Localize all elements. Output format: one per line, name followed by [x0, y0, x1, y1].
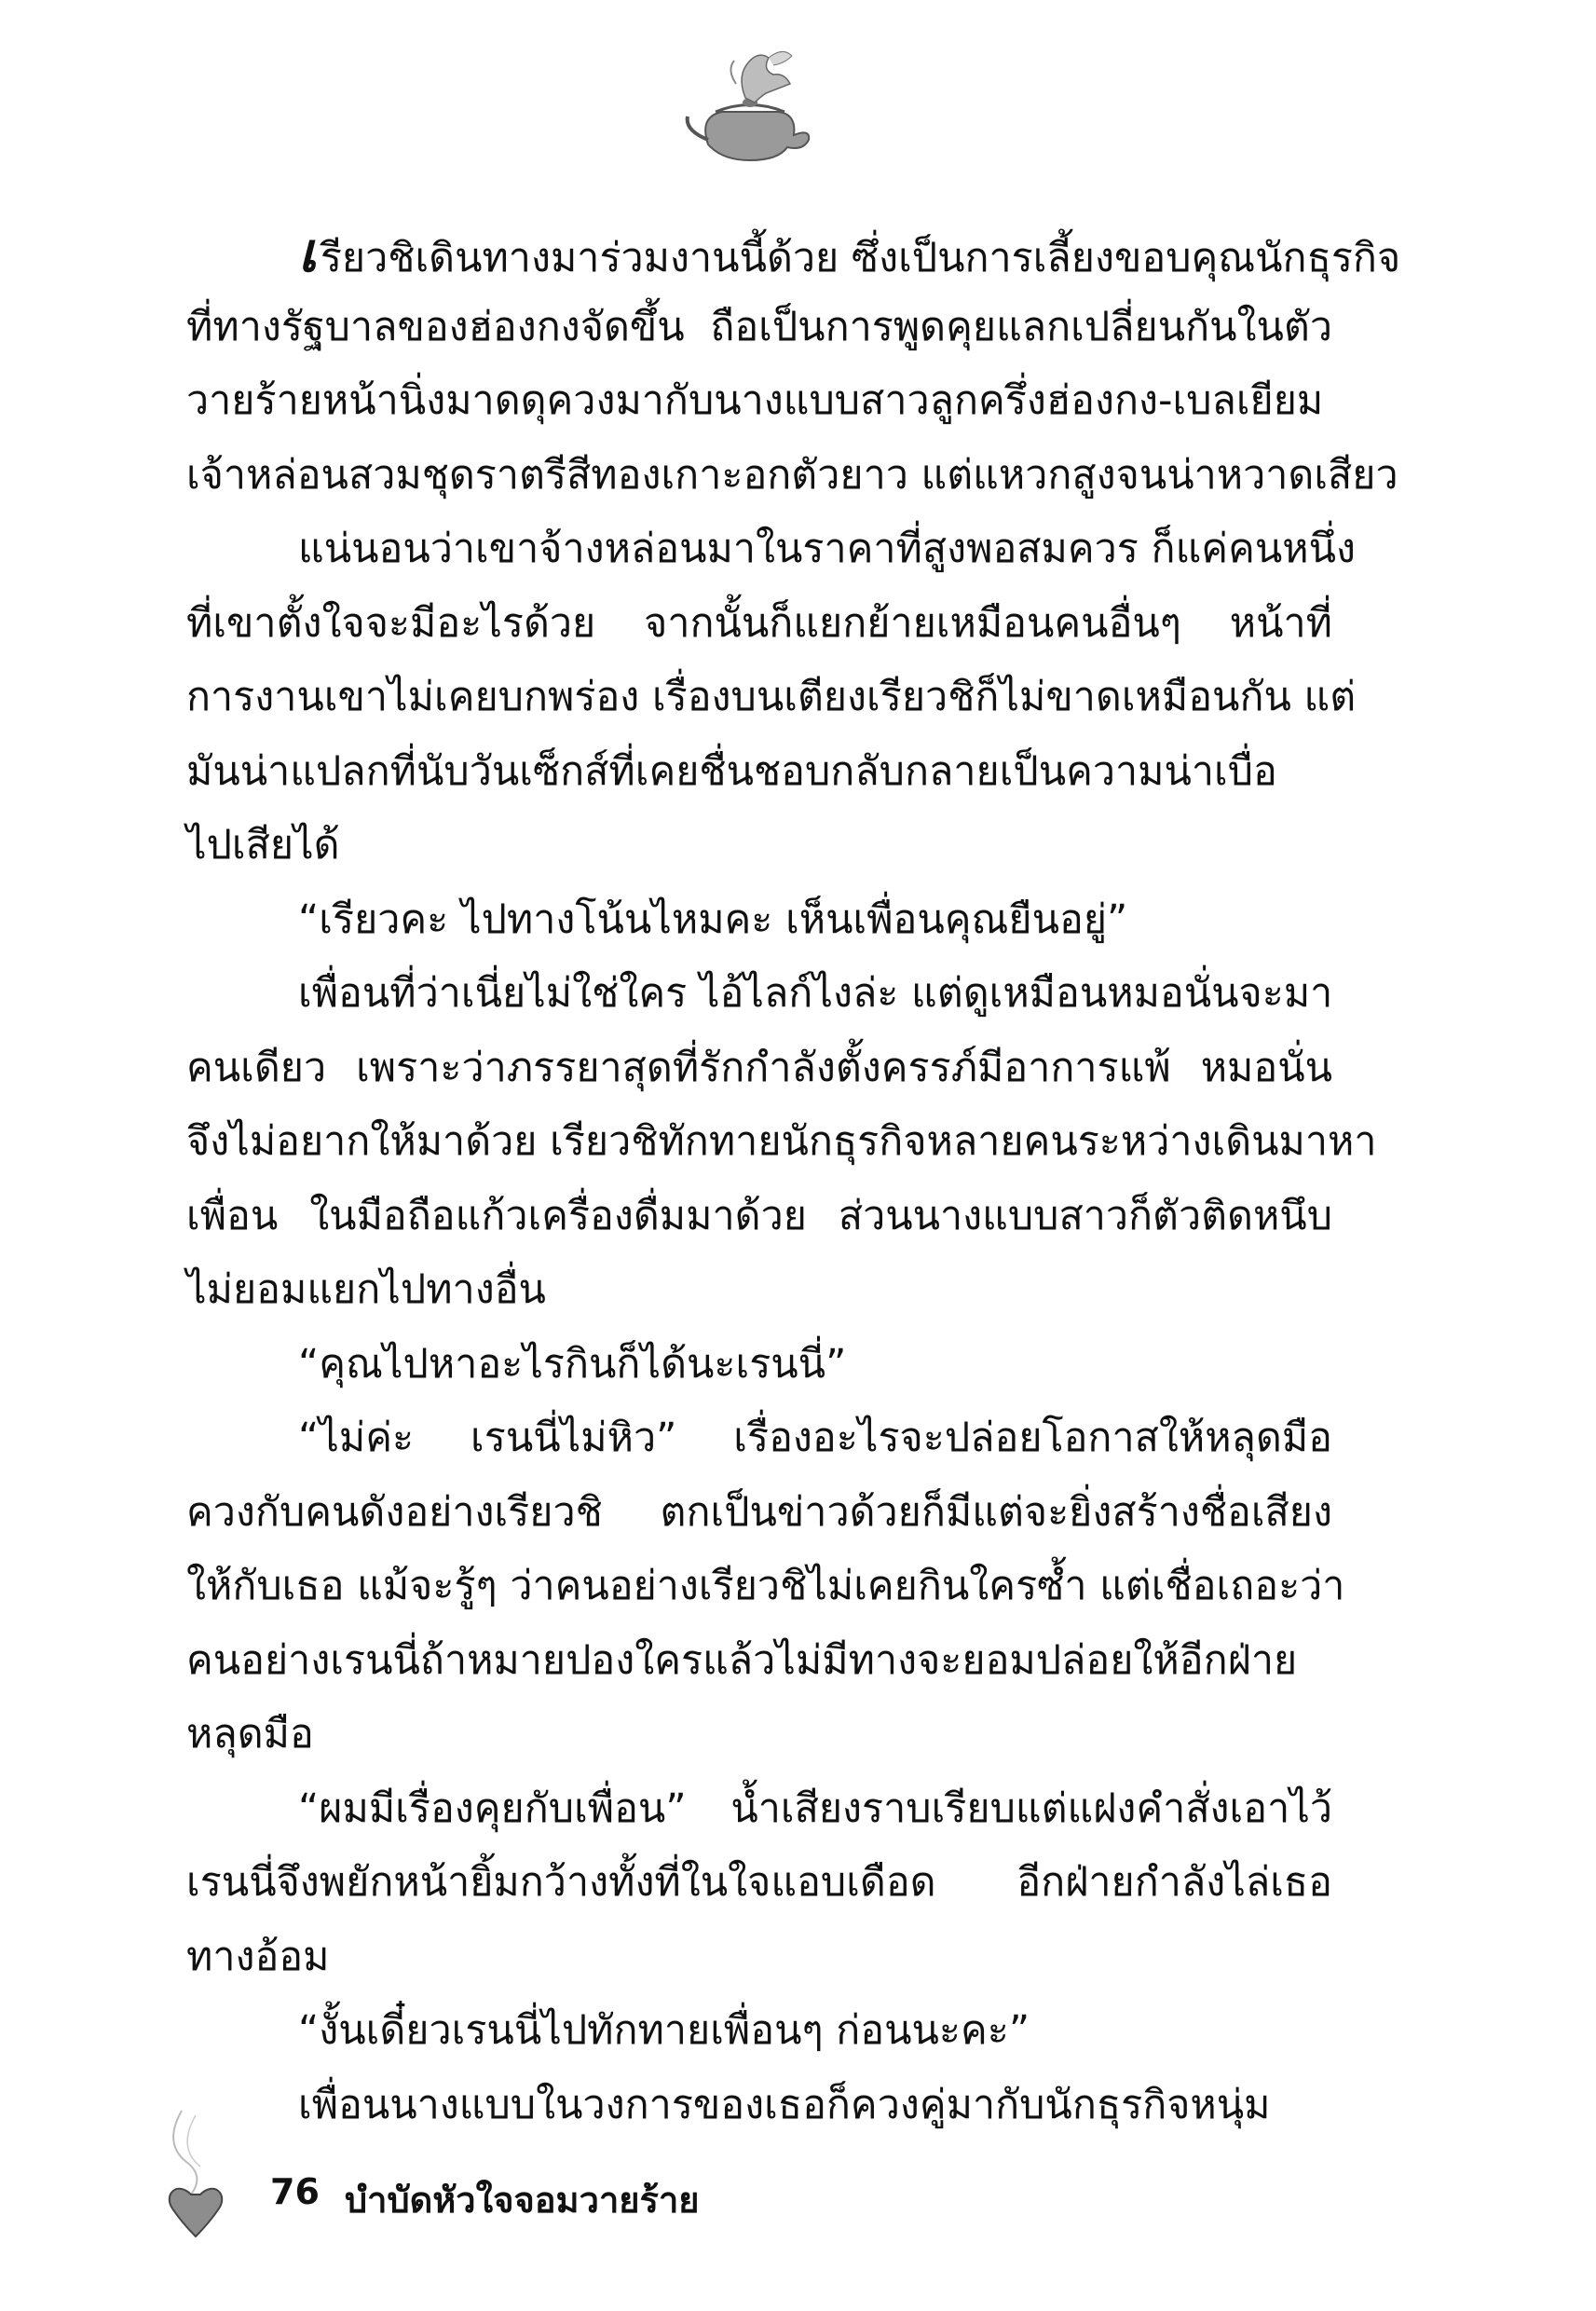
book-title: บำบัดหัวใจจอมวายร้าย: [345, 2180, 700, 2221]
text-line: เพื่อน ในมือถือแก้วเครื่องดื่มมาด้วย ส่วนนางแบบสาวก็ตัวติดหนึบ: [186, 1192, 1332, 1239]
text-line: มันน่าแปลกที่นับวันเซ็กส์ที่เคยชื่นชอบกลับกลายเป็นความน่าเบื่อ: [186, 747, 1277, 795]
text-line: ให้กับเธอ แม้จะรู้ๆ ว่าคนอย่างเรียวชิไม่เคยกินใครซ้ำ แต่เชื่อเถอะว่า: [186, 1563, 1345, 1609]
text-line: จึงไม่อยากให้มาด้วย เรียวชิทักทายนักธุรกิจหลายคนระหว่างเดินมาหา: [186, 1118, 1377, 1165]
text-line: ที่ทางรัฐบาลของฮ่องกงจัดขึ้น ถือเป็นการพูดคุยแลกเปลี่ยนกันในตัว: [186, 303, 1332, 350]
text-line: คนเดียว เพราะว่าภรรยาสุดที่รักกำลังตั้งครรภ์มีอาการแพ้ หมอนั่น: [186, 1044, 1332, 1091]
text-line: “ผมมีเรื่องคุยกับเพื่อน” น้ำเสียงราบเรียบแต่แฝงคำสั่งเอาไว้: [298, 1785, 1332, 1832]
text-line: เพื่อนที่ว่าเนี่ยไม่ใช่ใคร ไอ้ไลก์ไงล่ะ แต่ดูเหมือนหมอนั่นจะมา: [298, 970, 1333, 1017]
page-text: [186, 216, 1401, 2142]
page-number: 76: [270, 2171, 320, 2212]
text-line: [186, 216, 1401, 291]
text-line: คนอย่างเรนนี่ถ้าหมายปองใครแล้วไม่มีทางจะยอมปล่อยให้อีกฝ่าย: [186, 1636, 1298, 1684]
text-line: “ไม่ค่ะ เรนนี่ไม่หิว” เรื่องอะไรจะปล่อยโอกาสให้หลุดมือ: [298, 1415, 1332, 1461]
heart-swirl-ornament: [158, 2106, 233, 2246]
text-line: ทางอ้อม: [186, 1933, 330, 1980]
text-line: “งั้นเดี๋ยวเรนนี่ไปทักทายเพื่อนๆ ก่อนนะคะ”: [298, 2007, 1030, 2054]
text-line: เพื่อนนางแบบในวงการของเธอก็ควงคู่มากับนักธุรกิจหนุ่ม: [298, 2081, 1271, 2128]
teapot-cupid-ornament: [680, 47, 820, 168]
text-line: แน่นอนว่าเขาจ้างหล่อนมาในราคาที่สูงพอสมควร ก็แค่คนหนึ่ง: [298, 526, 1356, 572]
text-line: เจ้าหล่อนสวมชุดราตรีสีทองเกาะอกตัวยาว แต่แหวกสูงจนน่าหวาดเสียว: [186, 451, 1398, 499]
text-line: “คุณไปหาอะไรกินก็ได้นะเรนนี่”: [298, 1340, 847, 1388]
text-line: เรนนี่จึงพยักหน้ายิ้มกว้างทั้งที่ในใจแอบเดือด อีกฝ่ายกำลังไล่เธอ: [186, 1859, 1332, 1906]
text-line: ไปเสียได้: [186, 822, 340, 868]
drop-cap: เ: [298, 221, 317, 284]
text-line: วายร้ายหน้านิ่งมาดดุควงมากับนางแบบสาวลูกครึ่งฮ่องกง-เบลเยียม: [186, 377, 1324, 424]
text-line: ควงกับคนดังอย่างเรียวชิ ตกเป็นข่าวด้วยก็มีแต่จะยิ่งสร้างชื่อเสียง: [186, 1488, 1332, 1536]
text-line: “เรียวคะ ไปทางโน้นไหมคะ เห็นเพื่อนคุณยืนอยู่”: [298, 896, 1128, 943]
text-line: ไม่ยอมแยกไปทางอื่น: [186, 1266, 546, 1313]
line-text: รียวชิเดินทางมาร่วมงานนี้ด้วย ซึ่งเป็นการเลี้ยงขอบคุณนักธุรกิจ: [320, 235, 1401, 281]
text-line: ที่เขาตั้งใจจะมีอะไรด้วย จากนั้นก็แยกย้ายเหมือนคนอื่นๆ หน้าที่: [186, 599, 1332, 647]
text-line: การงานเขาไม่เคยบกพร่อง เรื่องบนเตียงเรียวชิก็ไม่ขาดเหมือนกัน แต่: [186, 674, 1357, 720]
text-line: หลุดมือ: [186, 1711, 314, 1757]
page-footer: [158, 2143, 811, 2236]
